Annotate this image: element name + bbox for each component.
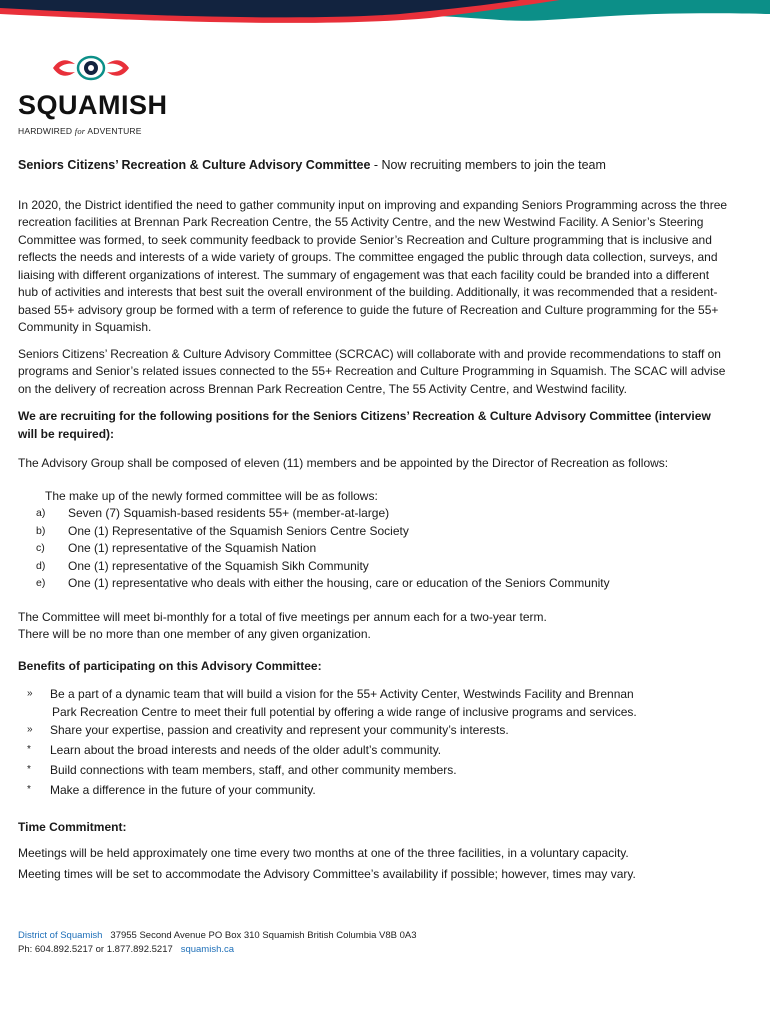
header-wave-graphic [0, 0, 770, 40]
list-item: d) One (1) representative of the Squamish Sikh Community [36, 558, 369, 573]
page-title: Seniors Citizens’ Recreation & Culture Advisory Committee - Now recruiting members to join the team [18, 158, 606, 172]
eye-emblem-icon [51, 55, 131, 81]
advisory-composition: The Advisory Group shall be composed of eleven (11) members and be appointed by the Director of Recreation as follows: [18, 456, 669, 470]
member-list [18, 505, 730, 593]
footer-website-link[interactable]: squamish.ca [180, 944, 235, 955]
footer-address-line [18, 929, 417, 943]
recruiting-statement: We are recruiting for the following positions for the Seniors Citizens’ Recreation & Culture Advisory Committee (interview will be required): [18, 409, 711, 441]
squamish-logo [18, 55, 168, 136]
meeting-frequency: The Committee will meet bi-monthly for a total of five meetings per annum each for a two-year term. [18, 609, 547, 624]
footer-org: District of Squamish [18, 930, 103, 941]
time-commitment-heading: Time Commitment: [18, 820, 127, 834]
footer [18, 929, 417, 957]
list-item: * Make a difference in the future of your community. [27, 783, 316, 797]
list-item: » Share your expertise, passion and creativity and represent your community’s interests. [27, 723, 509, 737]
document-body [18, 157, 730, 893]
list-item: * Learn about the broad interests and needs of the older adult’s community. [27, 743, 442, 757]
benefits-heading: Benefits of participating on this Advisory Committee: [18, 658, 322, 673]
list-item: a) Seven (7) Squamish-based residents 55+ (member-at-large) [36, 506, 390, 520]
list-item: * Build connections with team members, staff, and other community members. [27, 763, 457, 777]
time-commitment-frequency: Meetings will be held approximately one time every two months at one of the three facilities, in a voluntary capacity. [18, 845, 629, 860]
list-item: b) One (1) Representative of the Squamish Seniors Centre Society [36, 523, 409, 538]
list-item: c) One (1) representative of the Squamish Nation [36, 541, 317, 555]
benefits-list [18, 685, 730, 799]
list-item: e) One (1) representative who deals with either the housing, care or education of the Seniors Community [36, 576, 610, 590]
intro-paragraph: In 2020, the District identified the need to gather community input on improving and expanding Seniors Programming across the three recreation facilities at Brennan Park Recreation Centre, the 55 Activity Centre, and the new Westwind Facility. A Senior’s Steering Committee was formed, to seek community feedback to provide Senior’s Recreation and Culture programming that is inclusive and reflects the needs and interests of a wide variety of groups. The committee engaged the public through data collection, surveys, and liaising with different organizations of interest. The summary of engagement was that each facility could be branded into a different hub of activities and interests that best suit the overall environment of the building. Additionally, it was recommended that a resident-based 55+ advisory group be formed with a term of reference to guide the future of Recreation and Culture programming for the 55+ Community in Squamish. [18, 197, 728, 334]
makeup-intro: The make up of the newly formed committee will be as follows: [45, 488, 378, 503]
time-commitment-flexibility: Meeting times will be set to accommodate the Advisory Committee’s availability if possible; however, times may vary. [18, 867, 636, 881]
scrcac-paragraph: Seniors Citizens’ Recreation & Culture Advisory Committee (SCRCAC) will collaborate with and provide recommendations to staff on programs and Senior’s related issues connected to the 55+ Recreation and Culture Programming in Squamish. The SCAC will advise on the delivery of recreation across Brennan Park Recreation Centre, The 55 Activity Centre, and Westwind facility. [18, 346, 726, 396]
logo-tagline: HARDWIRED for ADVENTURE [18, 126, 142, 136]
footer-phone: Ph: 604.892.5217 or 1.877.892.5217 [18, 944, 173, 955]
logo-wordmark: SQUAMISH [18, 90, 168, 120]
list-item: » Be a part of a dynamic team that will build a vision for the 55+ Activity Center, Westwinds Facility and Brennan Park Recreation Centre to meet their full potential by offering a wide range of inclusive programs and services. [27, 687, 637, 719]
membership-limit: There will be no more than one member of any given organization. [18, 627, 371, 641]
footer-address: 37955 Second Avenue PO Box 310 Squamish British Columbia V8B 0A3 [110, 930, 417, 941]
footer-contact-line [18, 943, 417, 957]
